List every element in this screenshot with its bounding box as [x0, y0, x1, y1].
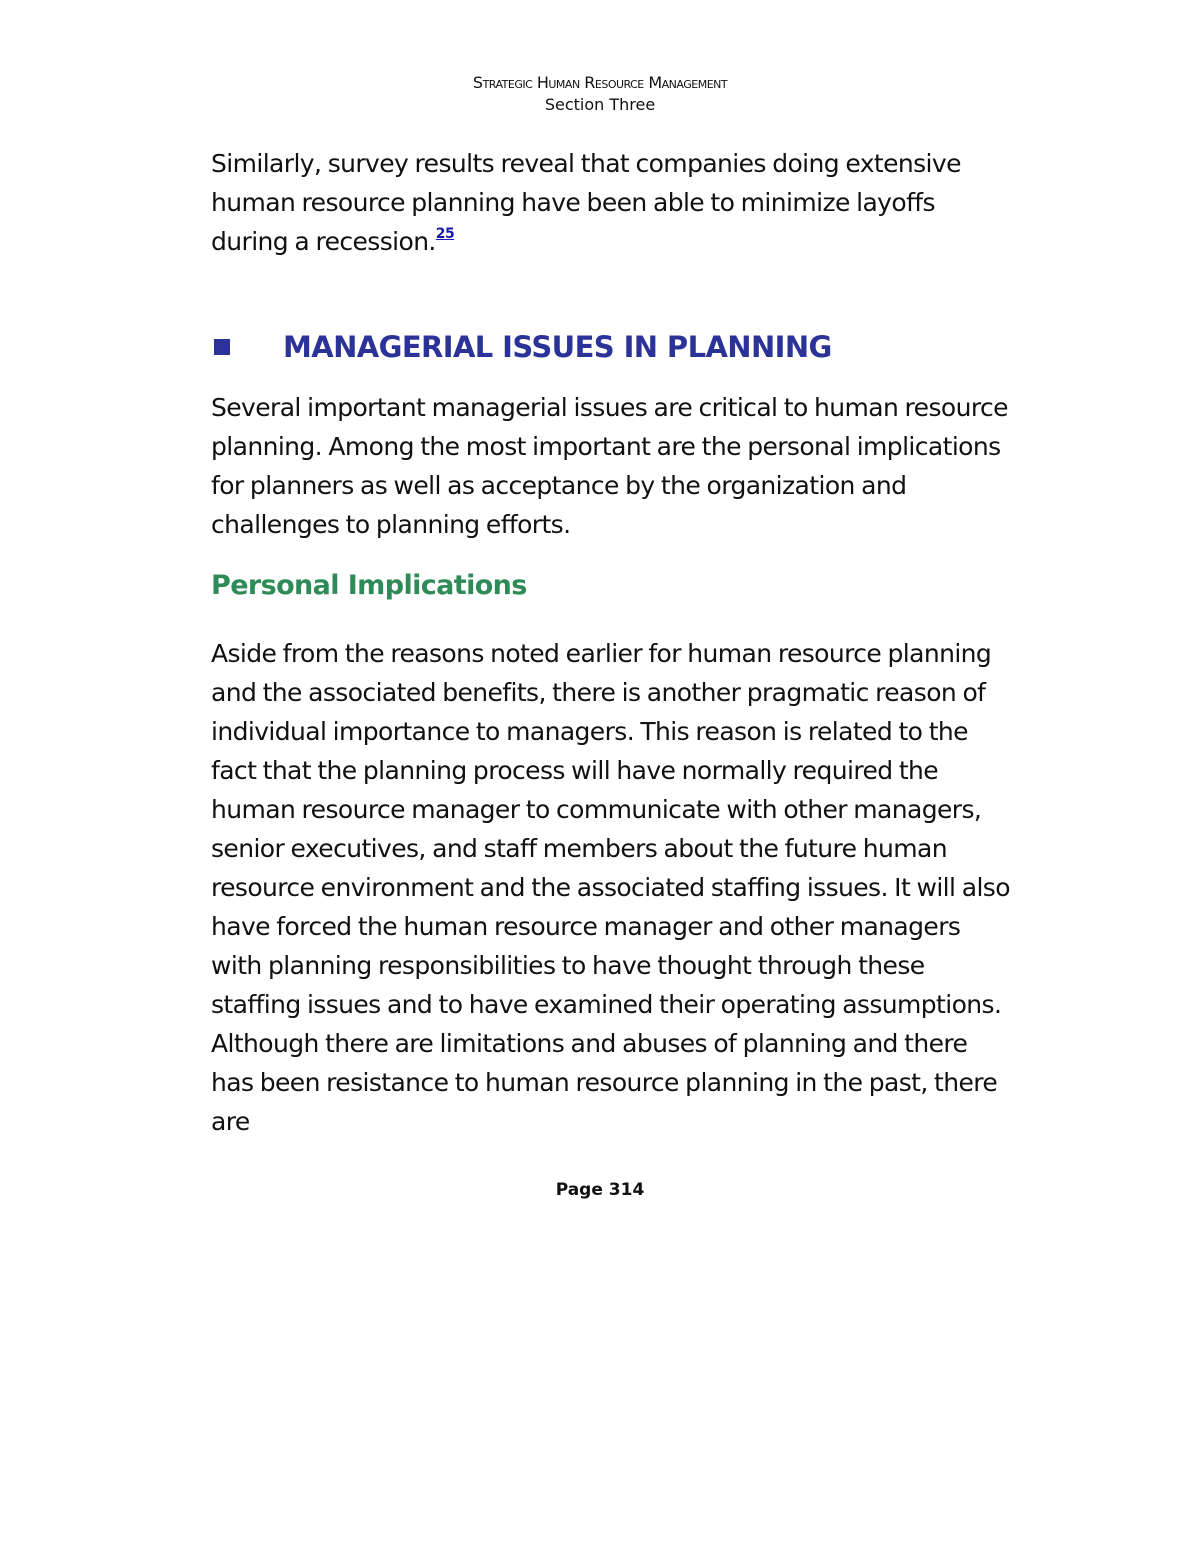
paragraph-text: Similarly, survey results reveal that companies doing extensive human resource planning have been able to minimize layoffs during a recession.	[211, 149, 961, 256]
section-label: Section Three	[544, 95, 656, 114]
paragraph-personal-implications: Aside from the reasons noted earlier for human resource planning and the associated benefits, there is another pragmatic reason of individual importance to managers. This reason is related to the fact that the planning process will have normally required the human resource manager to communicate with other managers, senior executives, and staff members about the future human resource environment and the associated staffing issues. It will also have forced the human resource manager and other managers with planning responsibilities to have thought through these staffing issues and to have examined their operating assumptions. Although there are limitations and abuses of planning and there has been resistance to human resource planning in the past, there are	[211, 639, 1010, 1136]
paragraph-managerial-issues: Several important managerial issues are critical to human resource planning. Among the most important are the personal implications for planners as well as acceptance by the organization and challenges to planning efforts.	[211, 393, 1008, 539]
section-heading	[211, 327, 1011, 367]
page-number: Page 314	[555, 1180, 645, 1200]
paragraph-survey-results	[211, 144, 1011, 261]
subsection-heading: Personal Implications	[211, 570, 527, 601]
footnote-link[interactable]: 25	[435, 226, 455, 242]
running-header	[0, 72, 1200, 116]
document-title: Strategic Human Resource Management	[472, 73, 728, 92]
section-heading-label: MANAGERIAL ISSUES IN PLANNING	[283, 330, 832, 364]
square-bullet-icon	[214, 339, 230, 355]
page-content	[211, 144, 1011, 1136]
